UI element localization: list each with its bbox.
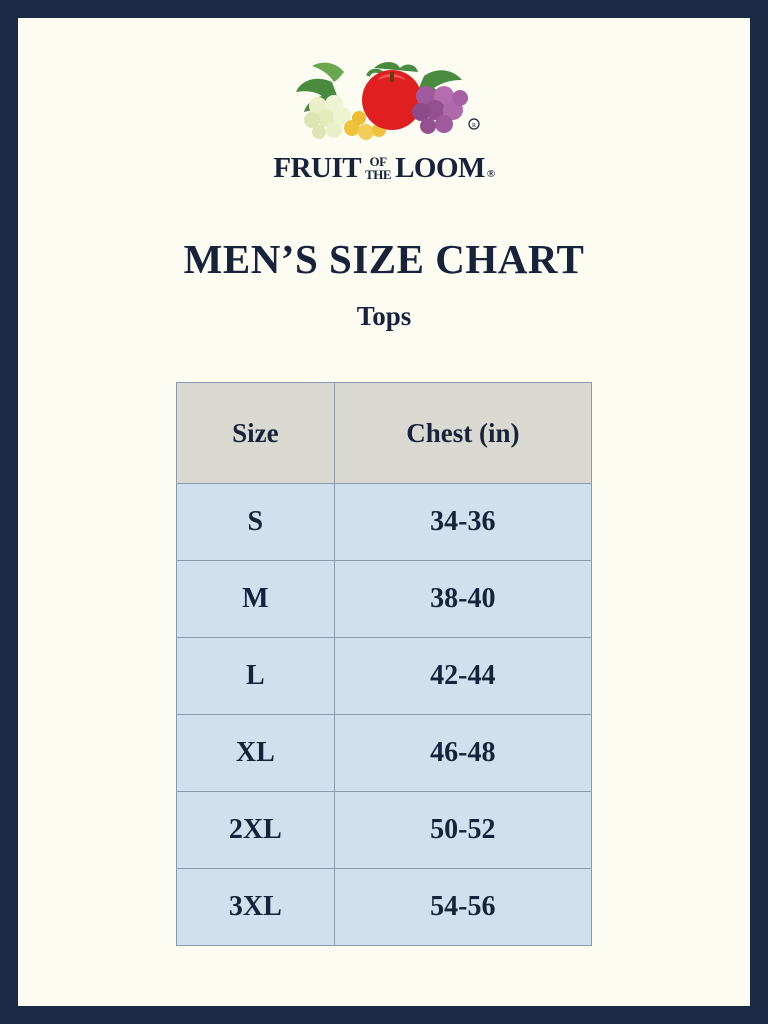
size-table (176, 382, 592, 946)
cell-chest: 46-48 (334, 715, 591, 792)
table-row (177, 869, 592, 946)
table-row (177, 715, 592, 792)
brand-word-fruit: FRUIT (273, 152, 362, 184)
cell-size: XL (177, 715, 335, 792)
brand-word-the: THE (365, 166, 392, 182)
brand-word-of-the (365, 155, 391, 182)
table-row (177, 792, 592, 869)
table-row (177, 638, 592, 715)
cell-chest: 54-56 (334, 869, 591, 946)
cell-size: L (177, 638, 335, 715)
page-subtitle: Tops (356, 301, 412, 331)
page-title: MEN’S SIZE CHART (183, 236, 585, 282)
cell-chest: 38-40 (334, 561, 591, 638)
size-table-container (176, 382, 592, 946)
table-header-row (177, 383, 592, 484)
column-header-size: Size (177, 383, 335, 484)
brand-wordmark (273, 154, 494, 183)
cell-chest: 34-36 (334, 484, 591, 561)
cell-chest: 42-44 (334, 638, 591, 715)
brand-logo (254, 46, 514, 183)
brand-word-loom: LOOM (395, 152, 485, 184)
brand-word-of: OF (369, 153, 387, 169)
table-row (177, 484, 592, 561)
svg-text:R: R (471, 123, 477, 129)
page-content (18, 18, 750, 1006)
cell-size: S (177, 484, 335, 561)
cell-chest: 50-52 (334, 792, 591, 869)
cell-size: 3XL (177, 869, 335, 946)
table-row (177, 561, 592, 638)
fruit-cluster-logo-icon (274, 46, 494, 146)
column-header-chest: Chest (in) (334, 383, 591, 484)
cell-size: 2XL (177, 792, 335, 869)
registered-mark: ® (486, 168, 495, 180)
cell-size: M (177, 561, 335, 638)
